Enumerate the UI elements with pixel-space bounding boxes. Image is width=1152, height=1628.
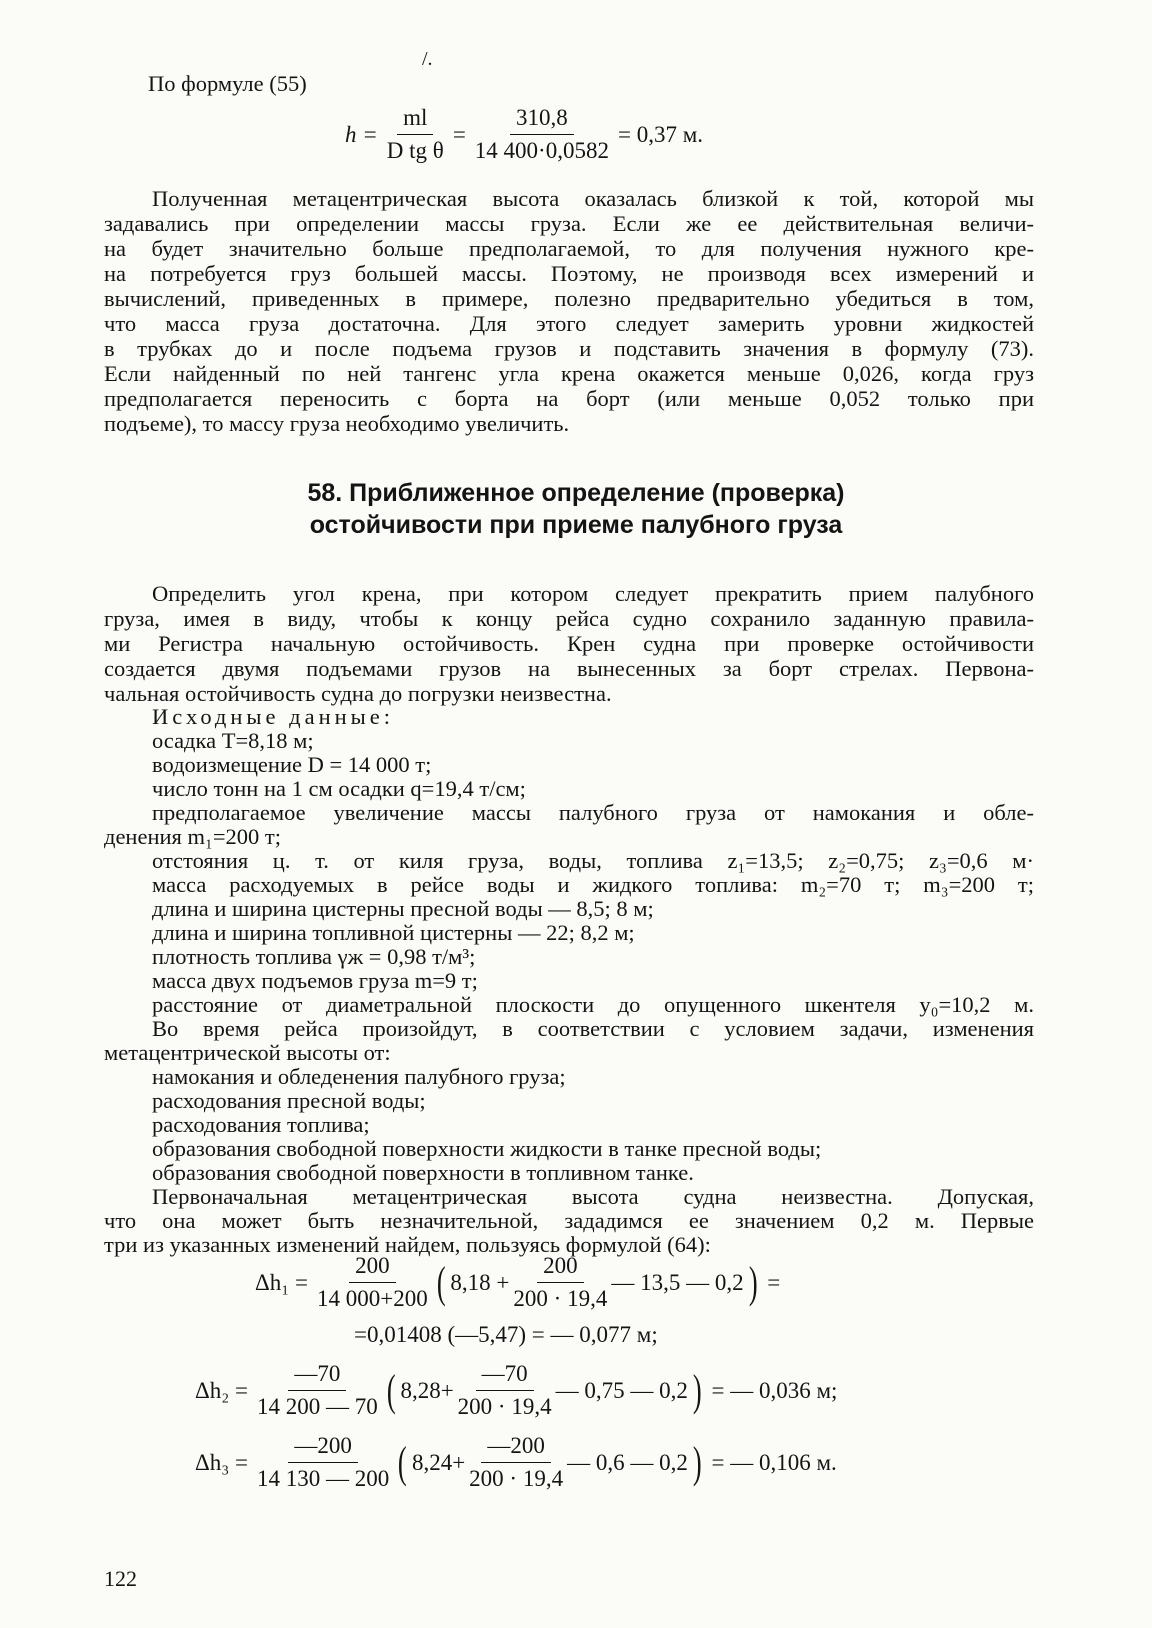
stray-mark: /. [422,48,433,70]
numerator: —200 [288,1432,358,1463]
numerator: 200 [537,1252,584,1283]
equation-delta-h3 [190,1432,842,1493]
p4-line: что она может быть незначительной, зададимся ее значением 0,2 м. Первые [104,1208,1034,1233]
p3-line: метацентрической высоты от: [104,1040,391,1065]
data-line: плотность топлива γж = 0,98 т/м³; [152,944,476,969]
data-line: масса расходуемых в рейсе воды и жидкого топлива: m₂=70 т; m₃=200 т; [152,872,1034,897]
change-line: образования свободной поверхности в топливном танке. [152,1160,694,1185]
p2-line: чальная остойчивость судна до погрузки неизвестна. [104,681,612,706]
numerator: —70 [476,1360,534,1391]
equation-term: — 0,6 — 0,2 [567,1449,688,1475]
p1-line: на будет значительно больше предполагаемой, то для получения нужного кре- [104,236,1034,261]
data-line: расстояние от диаметральной плоскости до опущенного шкентеля y₀=10,2 м. [152,992,1034,1017]
equals: = [452,121,466,147]
data-line: масса двух подъемов груза m=9 т; [152,968,478,993]
equation-rhs: = [767,1269,781,1295]
change-line: расходования топлива; [152,1112,370,1137]
equation-term: 8,28+ [400,1377,454,1403]
data-line: предполагаемое увеличение массы палубного груза от намокания и обле- [152,800,1034,825]
fraction [387,104,444,165]
p3-line: Во время рейса произойдут, в соответствии с условием задачи, изменения [152,1016,1034,1041]
page-number: 122 [104,1566,137,1591]
denominator: D tg θ [386,138,444,163]
formula-h [340,104,708,165]
section-heading-line: 58. Приближенное определение (проверка) [307,479,845,507]
left-paren: ( [398,1437,408,1487]
p2-line: Определить угол крена, при котором следует прекратить прием палубного [152,581,1034,606]
change-line: расходования пресной воды; [152,1088,426,1113]
p2-line: груза, имея в виду, чтобы к концу рейса судно сохранило заданную правила- [104,606,1034,631]
p4-line: Первоначальная метацентрическая высота судна неизвестна. Допуская, [152,1184,1034,1209]
equation-term: 8,18 + [450,1269,510,1295]
data-line: длина и ширина цистерны пресной воды — 8,5; 8 м; [152,896,654,921]
denominator: 14 200 — 70 [257,1394,378,1419]
fraction [469,1432,563,1493]
denominator: 14 130 — 200 [257,1466,390,1491]
equation-term: — 0,75 — 0,2 [555,1377,688,1403]
p1-line: что масса груза достаточна. Для этого следует замерить уровни жидкостей [104,311,1034,336]
equation-delta-h1 [250,1252,785,1313]
formula-intro: По формуле (55) [148,71,307,96]
data-line: число тонн на 1 см осадки q=19,4 т/см; [152,776,526,801]
p1-line: вычислений, приведенных в примере, полезно предварительно убедиться в том, [104,286,1034,311]
p1-line: на потребуется груз большей массы. Поэтому, не производя всех измерений и [104,261,1034,286]
p2-line: создается двумя подъемами грузов на вынесенных за борт стрелах. Первона- [104,656,1034,681]
change-line: образования свободной поверхности жидкости в танке пресной воды; [152,1136,822,1161]
section-heading-line: остойчивости при приеме палубного груза [309,511,843,539]
denominator: 200 · 19,4 [469,1466,564,1491]
data-line: осадка T=8,18 м; [152,728,314,753]
p1-line: задавались при определении массы груза. Если же ее действительная величи- [104,211,1034,236]
left-paren: ( [436,1257,446,1307]
equation-rhs: = — 0,036 м; [711,1377,838,1403]
equation-term: — 13,5 — 0,2 [611,1269,744,1295]
p1-line: Если найденный по ней тангенс угла крена окажется меньше 0,026, когда груз [104,361,1034,386]
equation-delta-h1-result: =0,01408 (—5,47) = — 0,077 м; [354,1322,658,1347]
right-paren: ) [748,1257,758,1307]
p1-line: подъеме), то массу груза необходимо увеличить. [104,411,570,436]
equation-rhs: = — 0,106 м. [711,1449,837,1475]
formula-h-lhs: h = [345,121,378,147]
p1-line: в трубках до и после подъема грузов и подставить значения в формулу (73). [104,336,1034,361]
fraction [317,1252,428,1313]
right-paren: ) [692,1437,702,1487]
equation-lhs: Δh₁ = [255,1269,309,1295]
fraction [257,1360,378,1421]
initial-data-title: Исходные данные: [152,704,395,729]
fraction [458,1360,552,1421]
change-line: намокания и обледенения палубного груза; [152,1064,566,1089]
equation-term: 8,24+ [411,1449,466,1475]
equation-lhs: Δh₂ = [195,1377,249,1403]
numerator: 200 [349,1252,396,1283]
denominator: 14 000+200 [317,1286,428,1311]
data-line: длина и ширина топливной цистерны — 22; 8,2 м; [152,920,635,945]
denominator: 200 · 19,4 [457,1394,552,1419]
numerator: —200 [481,1432,551,1463]
numerator: 310,8 [510,104,574,135]
left-paren: ( [386,1365,396,1415]
right-paren: ) [692,1365,702,1415]
fraction [475,104,609,165]
p1-line: предполагается переносить с борта на борт (или меньше 0,052 только при [104,386,1034,411]
numerator: —70 [288,1360,346,1391]
fraction [257,1432,389,1493]
formula-h-result: = 0,37 м. [617,121,703,147]
data-line: отстояния ц. т. от киля груза, воды, топлива z₁=13,5; z₂=0,75; z₃=0,6 м· [152,848,1034,873]
numerator: ml [397,104,433,135]
denominator: 200 · 19,4 [513,1286,608,1311]
p1-line: Полученная метацентрическая высота оказалась близкой к той, которой мы [152,186,1034,211]
p4-line: три из указанных изменений найдем, пользуясь формулой (64): [104,1232,711,1257]
equation-lhs: Δh₃ = [195,1449,249,1475]
equation-delta-h2 [190,1360,842,1421]
data-line: денения m₁=200 т; [104,824,282,849]
p2-line: ми Регистра начальную остойчивость. Крен судна при проверке остойчивости [104,631,1034,656]
fraction [513,1252,607,1313]
data-line: водоизмещение D = 14 000 т; [152,752,432,777]
denominator: 14 400·0,0582 [474,138,609,163]
